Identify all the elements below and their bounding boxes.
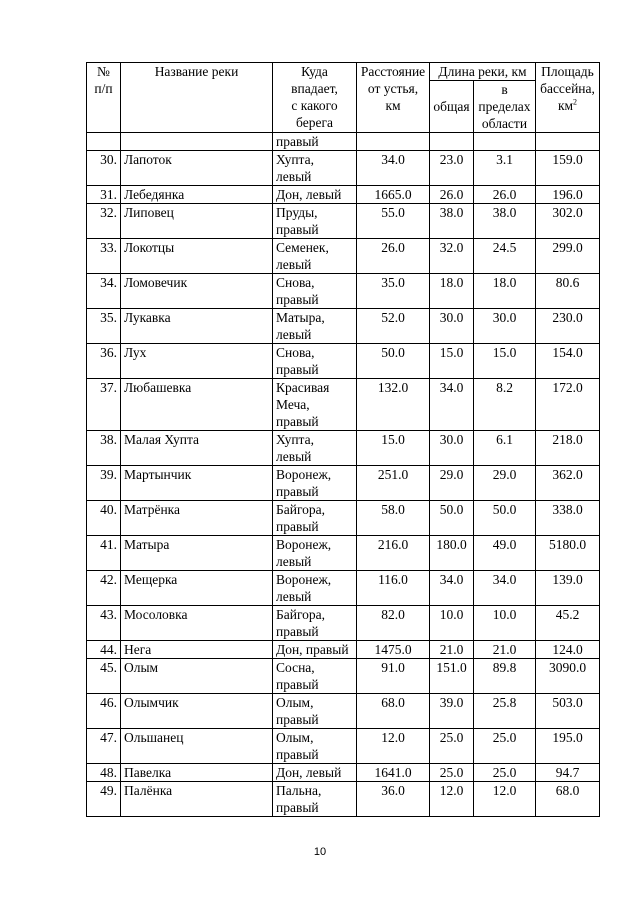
cell-distance: 116.0 [357, 571, 430, 606]
cell-total: 30.0 [430, 309, 474, 344]
cell-name: Олым [121, 659, 273, 694]
cell-region: 29.0 [474, 466, 536, 501]
header-flows-line: впадает, [291, 81, 338, 96]
cell-distance: 216.0 [357, 536, 430, 571]
cell-area: 338.0 [536, 501, 600, 536]
cell-area: 45.2 [536, 606, 600, 641]
cell-num: 32. [87, 204, 121, 239]
cell-num: 40. [87, 501, 121, 536]
cell-flows-line: левый [276, 554, 312, 569]
header-area-line: бассейна, [540, 81, 595, 96]
cell-flows-line: левый [276, 169, 312, 184]
table-row [87, 466, 600, 501]
cell-total [430, 133, 474, 151]
cell-flows-line: Дон, левый [276, 765, 342, 780]
cell-region: 15.0 [474, 344, 536, 379]
table-row [87, 344, 600, 379]
cell-total: 26.0 [430, 186, 474, 204]
table-row [87, 641, 600, 659]
cell-area: 94.7 [536, 764, 600, 782]
cell-name: Малая Хупта [121, 431, 273, 466]
cell-area: 139.0 [536, 571, 600, 606]
cell-region: 6.1 [474, 431, 536, 466]
cell-distance: 34.0 [357, 151, 430, 186]
cell-num: 49. [87, 782, 121, 817]
cell-area: 503.0 [536, 694, 600, 729]
cell-flows-line: Олым, [276, 695, 314, 710]
header-area-unit: км [557, 98, 574, 113]
page-number: 10 [313, 846, 327, 858]
cell-distance: 50.0 [357, 344, 430, 379]
cell-area: 196.0 [536, 186, 600, 204]
cell-total: 32.0 [430, 239, 474, 274]
table-row [87, 431, 600, 466]
cell-region: 49.0 [474, 536, 536, 571]
cell-flows-line: левый [276, 327, 312, 342]
header-name [121, 63, 273, 133]
header-flows-line: Куда [301, 64, 328, 79]
cell-flows-line: правый [276, 484, 319, 499]
cell-area: 3090.0 [536, 659, 600, 694]
cell-num: 37. [87, 379, 121, 431]
cell-flows-into [273, 344, 357, 379]
header-distance-line: Расстояние [360, 64, 426, 79]
header-area-line: Площадь [541, 64, 594, 79]
cell-num: 43. [87, 606, 121, 641]
cell-area: 172.0 [536, 379, 600, 431]
cell-flows-line: Семенек, [276, 240, 329, 255]
cell-total: 18.0 [430, 274, 474, 309]
cell-flows-into [273, 729, 357, 764]
table-row [87, 729, 600, 764]
cell-area [536, 133, 600, 151]
cell-name: Матрёнка [121, 501, 273, 536]
cell-region: 12.0 [474, 782, 536, 817]
cell-name: Нега [121, 641, 273, 659]
header-area-sup: 2 [573, 97, 578, 107]
table-row [87, 571, 600, 606]
table-row [87, 764, 600, 782]
cell-num [87, 133, 121, 151]
cell-distance: 36.0 [357, 782, 430, 817]
cell-num: 33. [87, 239, 121, 274]
cell-flows-into [273, 204, 357, 239]
table-row [87, 501, 600, 536]
cell-num: 42. [87, 571, 121, 606]
cell-flows-into [273, 186, 357, 204]
table-row [87, 239, 600, 274]
cell-distance: 52.0 [357, 309, 430, 344]
cell-total: 180.0 [430, 536, 474, 571]
header-length-group-label: Длина реки, км [438, 64, 527, 79]
header-region-line: в [501, 82, 508, 97]
cell-area: 159.0 [536, 151, 600, 186]
cell-region: 3.1 [474, 151, 536, 186]
cell-flows-line: правый [276, 624, 319, 639]
header-num [87, 63, 121, 133]
cell-flows-line: правый [276, 222, 319, 237]
cell-flows-into [273, 239, 357, 274]
cell-flows-line: левый [276, 257, 312, 272]
cell-flows-line: правый [276, 677, 319, 692]
cell-area: 362.0 [536, 466, 600, 501]
cell-flows-into [273, 133, 357, 151]
cell-name: Лух [121, 344, 273, 379]
cell-region: 34.0 [474, 571, 536, 606]
header-flows-line: с какого [291, 98, 338, 113]
cell-flows-line: Сосна, [276, 660, 315, 675]
cell-area: 218.0 [536, 431, 600, 466]
header-flows-line: берега [296, 115, 333, 130]
header-name-label: Название реки [154, 64, 239, 79]
header-length-total-label: общая [433, 99, 470, 114]
cell-flows-into [273, 431, 357, 466]
cell-num: 38. [87, 431, 121, 466]
cell-num: 34. [87, 274, 121, 309]
cell-area: 154.0 [536, 344, 600, 379]
cell-flows-line: Байгора, [276, 502, 326, 517]
cell-name: Палёнка [121, 782, 273, 817]
cell-area: 68.0 [536, 782, 600, 817]
table-row-carryover [87, 133, 600, 151]
cell-flows-line: Хупта, [276, 432, 314, 447]
cell-flows-line: правый [276, 747, 319, 762]
cell-region: 21.0 [474, 641, 536, 659]
cell-flows-line: Пальна, [276, 783, 322, 798]
cell-flows-line: Снова, [276, 345, 315, 360]
cell-flows-into [273, 641, 357, 659]
table-row [87, 186, 600, 204]
cell-flows-into [273, 694, 357, 729]
cell-flows-line: Матыра, [276, 310, 325, 325]
cell-num: 48. [87, 764, 121, 782]
cell-total: 25.0 [430, 729, 474, 764]
cell-total: 151.0 [430, 659, 474, 694]
cell-name: Локотцы [121, 239, 273, 274]
cell-total: 39.0 [430, 694, 474, 729]
cell-flows-into [273, 606, 357, 641]
cell-flows-into [273, 151, 357, 186]
cell-area: 302.0 [536, 204, 600, 239]
cell-region: 25.8 [474, 694, 536, 729]
cell-flows-line: Дон, левый [276, 187, 342, 202]
cell-flows-into [273, 379, 357, 431]
cell-region [474, 133, 536, 151]
cell-flows-line: правый [276, 414, 319, 429]
cell-flows-into [273, 309, 357, 344]
cell-flows-line: Хупта, [276, 152, 314, 167]
cell-flows-line: Красивая [276, 380, 330, 395]
header-length-total [430, 81, 474, 133]
cell-area: 80.6 [536, 274, 600, 309]
cell-region: 25.0 [474, 729, 536, 764]
cell-flows-line: Олым, [276, 730, 314, 745]
cell-name: Матыра [121, 536, 273, 571]
cell-total: 21.0 [430, 641, 474, 659]
cell-name [121, 133, 273, 151]
header-length-region [474, 81, 536, 133]
cell-area: 299.0 [536, 239, 600, 274]
cell-num: 39. [87, 466, 121, 501]
cell-total: 10.0 [430, 606, 474, 641]
cell-flows-line: Снова, [276, 275, 315, 290]
cell-num: 46. [87, 694, 121, 729]
cell-flows-into [273, 274, 357, 309]
cell-area: 5180.0 [536, 536, 600, 571]
cell-region: 26.0 [474, 186, 536, 204]
cell-name: Мартынчик [121, 466, 273, 501]
rivers-table [86, 62, 600, 817]
cell-total: 38.0 [430, 204, 474, 239]
cell-region: 38.0 [474, 204, 536, 239]
table-header [87, 63, 600, 133]
cell-distance: 68.0 [357, 694, 430, 729]
cell-num: 31. [87, 186, 121, 204]
header-area-unit-line [539, 97, 596, 114]
cell-name: Олымчик [121, 694, 273, 729]
table-body [87, 133, 600, 817]
cell-distance: 1475.0 [357, 641, 430, 659]
cell-num: 41. [87, 536, 121, 571]
table-row [87, 606, 600, 641]
cell-distance: 58.0 [357, 501, 430, 536]
cell-flows-into [273, 571, 357, 606]
cell-name: Лебедянка [121, 186, 273, 204]
cell-distance: 251.0 [357, 466, 430, 501]
cell-distance: 1641.0 [357, 764, 430, 782]
cell-area: 124.0 [536, 641, 600, 659]
cell-distance: 91.0 [357, 659, 430, 694]
cell-name: Липовец [121, 204, 273, 239]
table-row [87, 274, 600, 309]
cell-name: Любашевка [121, 379, 273, 431]
cell-distance: 35.0 [357, 274, 430, 309]
cell-region: 8.2 [474, 379, 536, 431]
cell-flows-line: Воронеж, [276, 537, 332, 552]
cell-total: 15.0 [430, 344, 474, 379]
header-area [536, 63, 600, 133]
cell-region: 30.0 [474, 309, 536, 344]
cell-distance [357, 133, 430, 151]
cell-flows-line: Меча, [276, 397, 310, 412]
cell-flows-line: левый [276, 449, 312, 464]
cell-name: Лапоток [121, 151, 273, 186]
cell-flows-into [273, 536, 357, 571]
cell-flows-line: Пруды, [276, 205, 318, 220]
cell-flows-line: правый [276, 800, 319, 815]
cell-distance: 12.0 [357, 729, 430, 764]
cell-name: Мещерка [121, 571, 273, 606]
cell-region: 89.8 [474, 659, 536, 694]
cell-flows-into [273, 659, 357, 694]
cell-num: 36. [87, 344, 121, 379]
table-row [87, 536, 600, 571]
cell-total: 50.0 [430, 501, 474, 536]
cell-flows-line: правый [276, 362, 319, 377]
cell-flows-line: левый [276, 589, 312, 604]
cell-name: Мосоловка [121, 606, 273, 641]
cell-distance: 132.0 [357, 379, 430, 431]
cell-total: 12.0 [430, 782, 474, 817]
cell-flows-into [273, 466, 357, 501]
cell-flows-line: правый [276, 519, 319, 534]
header-region-line: области [481, 116, 528, 131]
cell-total: 25.0 [430, 764, 474, 782]
cell-name: Лукавка [121, 309, 273, 344]
cell-flows-into [273, 501, 357, 536]
cell-region: 25.0 [474, 764, 536, 782]
header-distance-line: от устья, [367, 81, 419, 96]
table-row [87, 309, 600, 344]
cell-flows-line: Дон, правый [276, 642, 349, 657]
header-region-line: пределах [478, 99, 531, 114]
cell-flows-line: Байгора, [276, 607, 326, 622]
header-flows-into [273, 63, 357, 133]
cell-distance: 55.0 [357, 204, 430, 239]
cell-total: 29.0 [430, 466, 474, 501]
cell-flows-line: Воронеж, [276, 467, 332, 482]
cell-distance: 15.0 [357, 431, 430, 466]
cell-flows-line: правый [276, 292, 319, 307]
cell-total: 34.0 [430, 379, 474, 431]
cell-distance: 26.0 [357, 239, 430, 274]
table-row [87, 379, 600, 431]
cell-region: 10.0 [474, 606, 536, 641]
cell-name: Ломовечик [121, 274, 273, 309]
table-row [87, 694, 600, 729]
cell-flows-line: Воронеж, [276, 572, 332, 587]
cell-flows-into [273, 782, 357, 817]
cell-distance: 82.0 [357, 606, 430, 641]
cell-num: 30. [87, 151, 121, 186]
table-row [87, 782, 600, 817]
header-length-group [430, 63, 536, 81]
table-row [87, 204, 600, 239]
cell-num: 44. [87, 641, 121, 659]
cell-name: Павелка [121, 764, 273, 782]
cell-flows-line: правый [276, 134, 319, 149]
cell-region: 24.5 [474, 239, 536, 274]
table-row [87, 659, 600, 694]
cell-area: 195.0 [536, 729, 600, 764]
cell-name: Ольшанец [121, 729, 273, 764]
cell-num: 35. [87, 309, 121, 344]
cell-flows-into [273, 764, 357, 782]
cell-total: 30.0 [430, 431, 474, 466]
header-distance [357, 63, 430, 133]
cell-total: 23.0 [430, 151, 474, 186]
cell-area: 230.0 [536, 309, 600, 344]
cell-total: 34.0 [430, 571, 474, 606]
cell-flows-line: правый [276, 712, 319, 727]
header-distance-line: км [385, 98, 401, 113]
cell-distance: 1665.0 [357, 186, 430, 204]
header-num-label: № п/п [94, 64, 113, 96]
table-row [87, 151, 600, 186]
cell-num: 45. [87, 659, 121, 694]
cell-region: 18.0 [474, 274, 536, 309]
cell-region: 50.0 [474, 501, 536, 536]
cell-num: 47. [87, 729, 121, 764]
